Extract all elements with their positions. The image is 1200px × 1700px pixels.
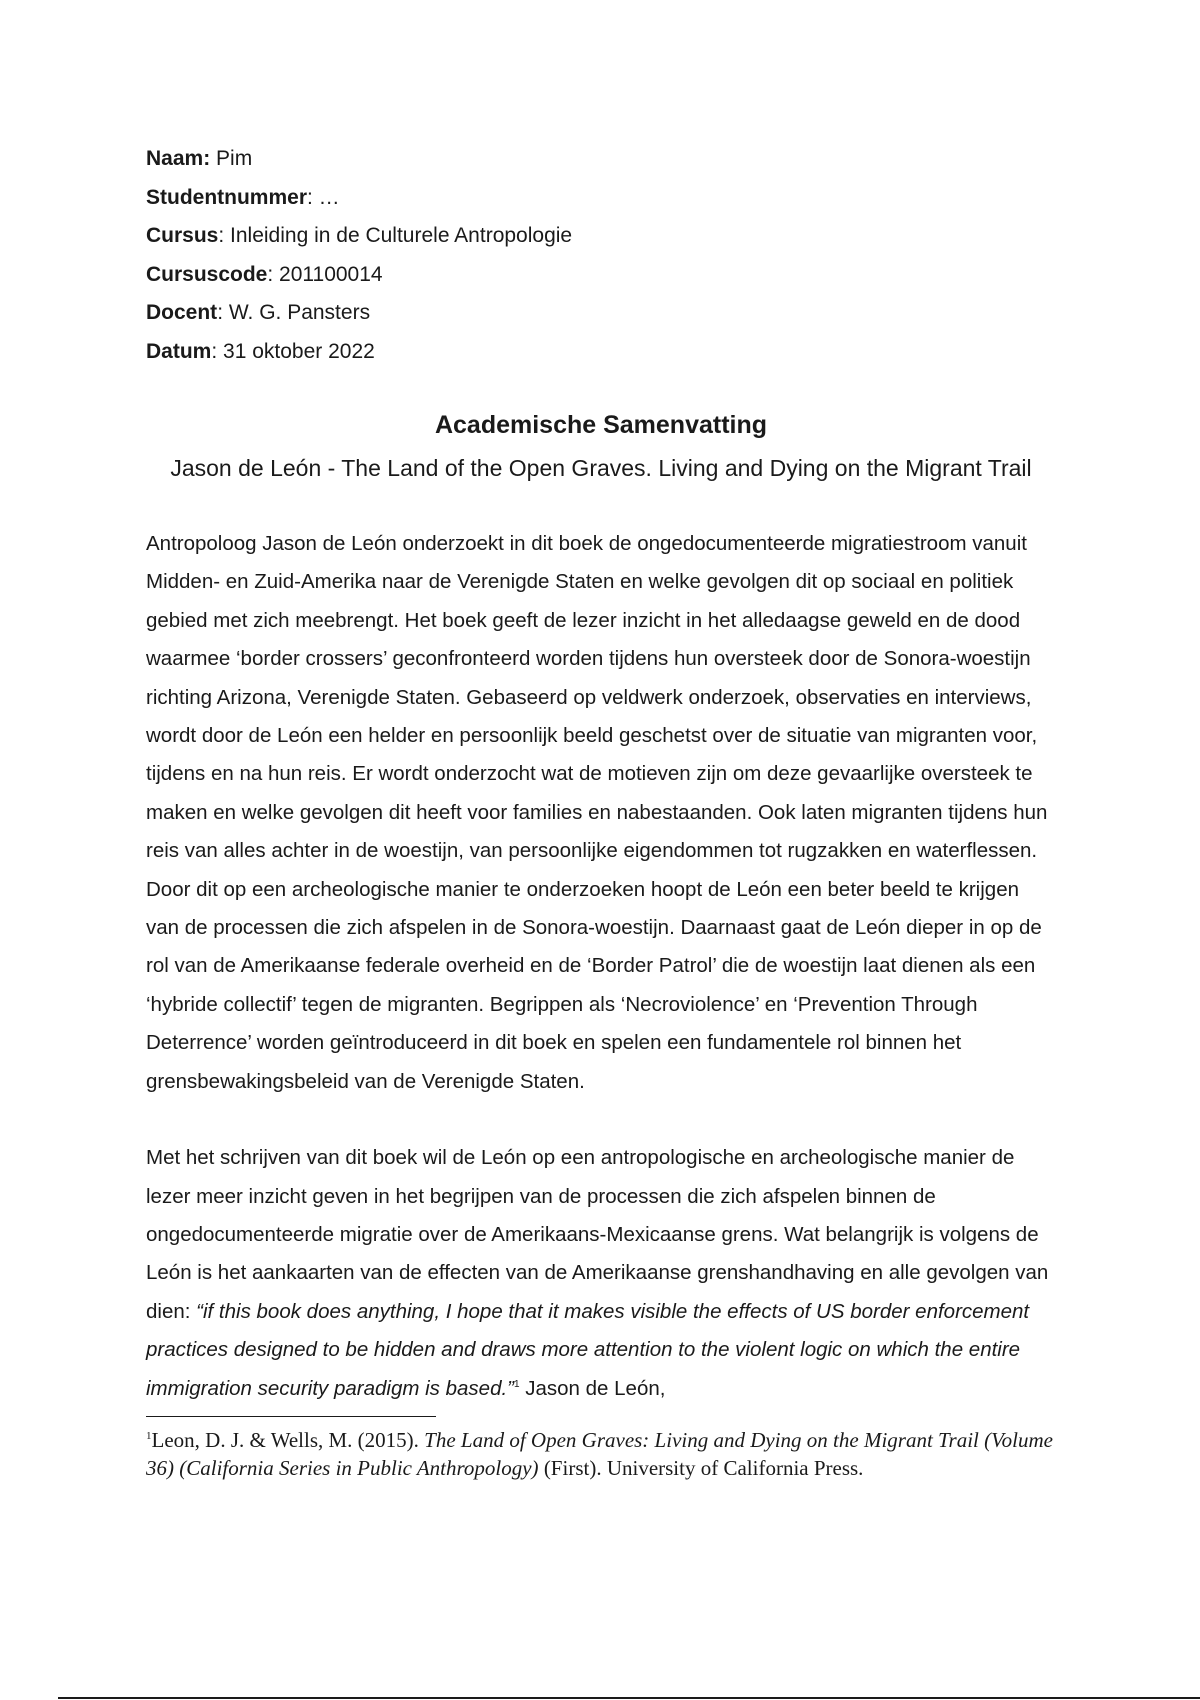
document-page	[146, 140, 1056, 1482]
footnote	[146, 1426, 1056, 1482]
teacher-field	[146, 294, 1056, 333]
course-field	[146, 217, 1056, 256]
student-number-field	[146, 179, 1056, 218]
field-label: Cursus	[146, 224, 219, 247]
body-paragraph-2	[146, 1139, 1056, 1408]
field-value: : Inleiding in de Culturele Antropologie	[218, 224, 573, 247]
field-label: Docent	[146, 301, 218, 324]
field-label: Datum	[146, 339, 212, 363]
document-title: Academische Samenvatting	[434, 411, 768, 439]
paragraph-text: Met het schrijven van dit boek wil de León op een antropologische en archeologische manier de lezer meer inzicht geven in het begrijpen van de processen die zich afspelen binnen de ongedocumenteerde migratie over de Amerikaans-Mexicaanse grens. Wat belangrijk is volgens de León is het aankaarten van de effecten van de Amerikaanse grenshandhaving en alle gevolgen van dien:	[146, 1146, 1049, 1323]
date-field	[146, 333, 1056, 372]
name-field	[146, 140, 1056, 179]
footnote-separator	[146, 1416, 436, 1417]
field-value: : 31 oktober 2022	[211, 339, 375, 363]
field-label: Studentnummer	[146, 185, 308, 209]
field-value: : 201100014	[267, 262, 383, 286]
field-label: Cursuscode	[146, 262, 268, 286]
footnote-book-title: The Land of Open Graves: Living and Dying on the Migrant Trail (Volume 36) (California Series in Public Anthropology)	[146, 1427, 1053, 1480]
course-code-field	[146, 256, 1056, 295]
field-value: : …	[307, 185, 340, 209]
field-label: Naam:	[146, 147, 211, 170]
body-paragraph-1: Antropoloog Jason de León onderzoekt in dit boek de ongedocumenteerde migratiestroom vanuit Midden- en Zuid-Amerika naar de Verenigde Staten en welke gevolgen dit op sociaal en politiek gebied met zich meebrengt. Het boek geeft de lezer inzicht in het alledaagse geweld en de dood waarmee ‘border crossers’ geconfronteerd worden tijdens hun oversteek door de Sonora-woestijn richting Arizona, Verenigde Staten. Gebaseerd op veldwerk onderzoek, observaties en interviews, wordt door de León een helder en persoonlijk beeld geschetst over de situatie van migranten voor, tijdens en na hun reis. Er wordt onderzocht wat de motieven zijn om deze gevaarlijke oversteek te maken en welke gevolgen dit heeft voor families en nabestaanden. Ook laten migranten tijdens hun reis van alles achter in de woestijn, van persoonlijke eigendommen tot rugzakken en waterflessen. Door dit op een archeologische manier te onderzoeken hoopt de León een beter beeld te krijgen van de processen die zich afspelen in de Sonora-woestijn. Daarnaast gaat de León dieper in op de rol van de Amerikaanse federale overheid en de ‘Border Patrol’ die de woestijn laat dienen als een ‘hybride collectif’ tegen de migranten. Begrippen als ‘Necroviolence’ en ‘Prevention Through Deterrence’ worden geïntroduceerd in dit boek en spelen een fundamentele rol binnen het grensbewakingsbeleid van de Verenigde Staten.	[146, 532, 1048, 1093]
footnote-reference[interactable]: 1	[514, 1378, 520, 1390]
quotation: “if this book does anything, I hope that it makes visible the effects of US border enforcement practices designed to be hidden and draws more attention to the violent logic on which the entire immigration security paradigm is based.”	[146, 1299, 1030, 1400]
document-subtitle: Jason de León - The Land of the Open Graves. Living and Dying on the Migrant Trail	[170, 455, 1032, 481]
footnote-number: 1	[146, 1429, 152, 1442]
field-value: : W. G. Pansters	[217, 301, 371, 324]
field-value: Pim	[210, 147, 253, 170]
paragraph-text-tail: Jason de León,	[519, 1376, 666, 1400]
footnote-text: Leon, D. J. & Wells, M. (2015).	[151, 1427, 425, 1452]
header-fields	[146, 140, 1056, 371]
footnote-text-tail: (First). University of California Press.	[538, 1455, 864, 1480]
page-bottom-divider	[58, 1697, 1200, 1699]
